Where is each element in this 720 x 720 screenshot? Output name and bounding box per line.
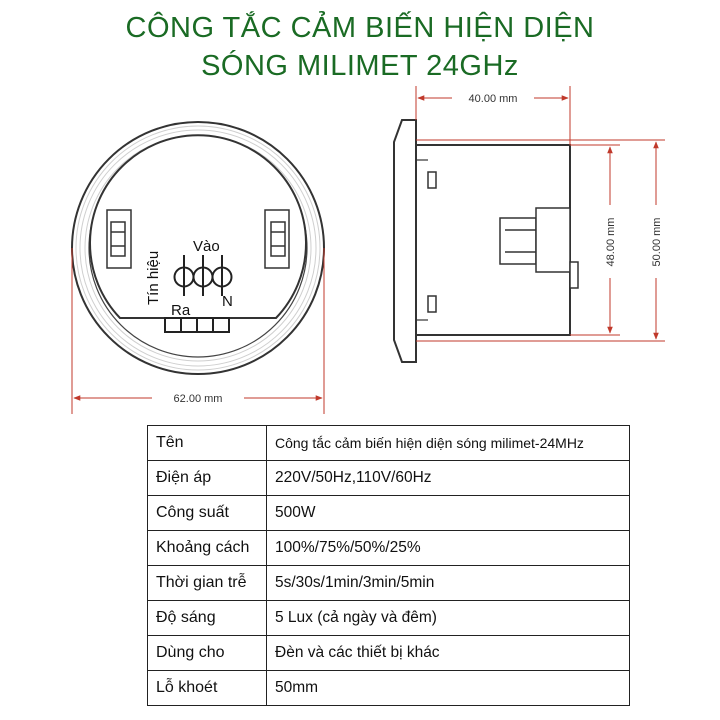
terminal-bottom — [165, 318, 229, 332]
specs-table — [147, 425, 630, 706]
spec-label: Dùng cho — [148, 636, 267, 671]
side-view — [394, 86, 665, 362]
label-signal: Tín hiệu — [145, 250, 162, 305]
spec-label: Công suất — [148, 496, 267, 531]
width-dimension-label: 62.00 mm — [173, 393, 223, 405]
table-row — [148, 531, 630, 566]
spec-value: 220V/50Hz,110V/60Hz — [267, 461, 630, 496]
spec-value: 5s/30s/1min/3min/5min — [267, 566, 630, 601]
spec-label: Khoảng cách — [148, 531, 267, 566]
spec-value: 5 Lux (cả ngày và đêm) — [267, 601, 630, 636]
spec-label: Tên — [148, 426, 267, 461]
spec-value: 50mm — [267, 671, 630, 706]
label-out: Ra — [171, 302, 191, 319]
terminal-block — [175, 255, 232, 296]
title-line-1: CÔNG TẮC CẢM BIẾN HIỆN DIỆN — [125, 12, 595, 44]
spec-value: 500W — [267, 496, 630, 531]
label-neutral: N — [222, 293, 233, 310]
table-row — [148, 636, 630, 671]
spec-value: Công tắc cảm biến hiện diện sóng milimet-24MHz — [267, 426, 630, 461]
table-row — [148, 601, 630, 636]
table-row — [148, 671, 630, 706]
inner-height-dimension-label: 48.00 mm — [605, 217, 617, 267]
table-row — [148, 496, 630, 531]
spec-value: Đèn và các thiết bị khác — [267, 636, 630, 671]
label-in: Vào — [193, 238, 220, 255]
table-row — [148, 566, 630, 601]
spec-label: Thời gian trễ — [148, 566, 267, 601]
spec-label: Độ sáng — [148, 601, 267, 636]
depth-dimension-label: 40.00 mm — [468, 93, 518, 105]
outer-height-dimension-label: 50.00 mm — [651, 217, 663, 267]
spec-label: Điện áp — [148, 461, 267, 496]
spec-label: Lỗ khoét — [148, 671, 267, 706]
table-row — [148, 426, 630, 461]
title-line-2: SÓNG MILIMET 24GHz — [201, 50, 519, 82]
inner-body — [90, 135, 306, 318]
spec-value: 100%/75%/50%/25% — [267, 531, 630, 566]
face-plate — [394, 120, 416, 362]
table-row — [148, 461, 630, 496]
front-view — [72, 122, 324, 414]
